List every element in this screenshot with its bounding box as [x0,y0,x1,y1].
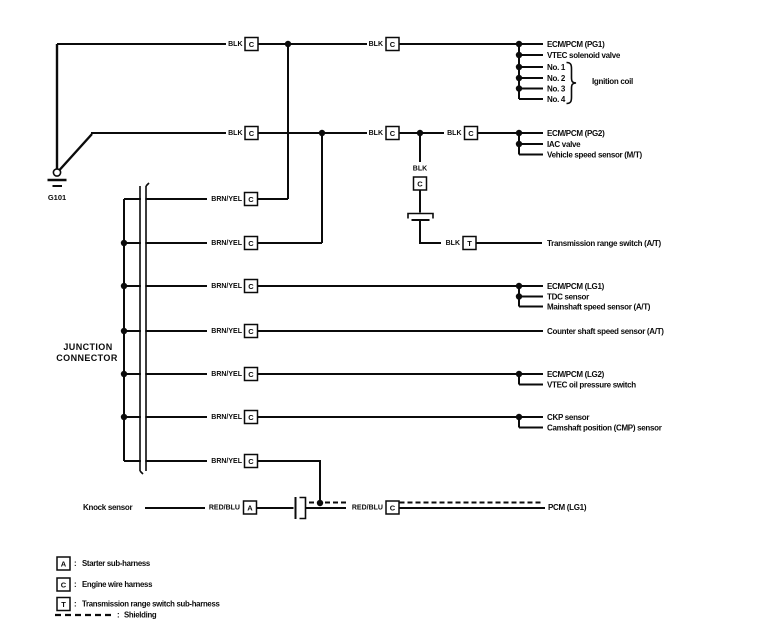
wire-color-label: BRN/YEL [211,458,242,465]
wire-ground-diagonal [60,134,93,170]
junction-connector-label-line2: CONNECTOR [56,353,118,363]
shield-ground-dot [317,500,323,506]
target-label: ECM/PCM (LG2) [547,370,604,379]
target-label: No. 2 [547,74,566,83]
ignition-coil-brace [567,63,577,104]
target-label: Camshaft position (CMP) sensor [547,423,662,433]
inline-connector-female [300,498,306,519]
junction-dot [516,141,522,147]
legend-separator: : [74,599,77,609]
target-label: ECM/PCM (LG1) [547,282,604,291]
target-label: No. 1 [547,63,566,72]
wire-color-label: BLK [447,130,462,137]
legend-code-letter: T [61,600,66,609]
target-label: Counter shaft speed sensor (A/T) [547,327,664,336]
wire-color-label: RED/BLU [208,504,240,512]
target-label: PCM (LG1) [548,503,587,512]
harness-code-letter: C [389,40,396,49]
wire-drop-to-shield [258,461,320,503]
target-label: ECM/PCM (PG1) [547,40,605,49]
ground-label: G101 [47,193,67,202]
junction-connector-tip-top [146,183,149,186]
junction-connector [56,183,149,474]
legend-item-label: Transmission range switch sub-harness [82,599,220,609]
harness-code-letter: C [248,129,255,138]
target-label: No. 3 [547,84,566,94]
target-label: VTEC solenoid valve [547,51,620,60]
target-label: Vehicle speed sensor (M/T) [547,150,642,160]
legend-separator: : [74,580,77,589]
legend-item-label: Starter sub-harness [82,559,150,568]
junction-dot [516,64,522,70]
wire-color-label: BLK [445,240,460,247]
target-label: Mainshaft speed sensor (A/T) [547,302,651,312]
legend-code-letter: C [60,580,67,590]
wire-color-label: BRN/YEL [211,196,242,203]
wire-color-label: BLK [228,41,243,48]
junction-dot [516,293,522,299]
junction-dot [516,414,522,420]
wire-color-label: BLK [368,130,383,137]
ground-terminal-circle [53,169,60,176]
wire-color-label: BRN/YEL [211,414,242,421]
wire-color-label: BLK [412,165,428,173]
target-label: ECM/PCM (PG2) [547,129,605,138]
legend-separator: : [74,559,77,568]
junction-dot [516,41,522,47]
harness-code-letter: T [467,239,472,248]
blk-row-pg2 [91,127,643,244]
legend-code-letter: A [60,559,67,569]
target-label: IAC valve [547,140,581,149]
wire-color-label: BRN/YEL [211,371,242,378]
wire-color-label: BLK [228,130,243,137]
junction-dot [516,52,522,58]
harness-code-letter: C [248,239,254,248]
blk-row-pg1 [57,38,633,200]
junction-connector-label-line1: JUNCTION [63,342,113,352]
wire-color-label: BLK [368,41,383,48]
wire-color-label: BRN/YEL [211,328,242,335]
target-label: CKP sensor [547,413,590,422]
target-label: Transmission range switch (A/T) [547,239,661,248]
harness-code-letter: C [468,129,474,138]
legend-item-label: Engine wire harness [82,580,153,589]
wire-color-label: BRN/YEL [211,283,242,290]
harness-code-letter: C [248,457,254,466]
target-label: TDC sensor [547,292,589,302]
harness-code-letter: C [417,179,423,189]
harness-code-letter: A [247,503,253,513]
trans-range-switch-branch [408,130,661,250]
wire-segment [420,221,441,243]
source-label: Knock sensor [83,503,133,512]
wire-color-label: RED/BLU [351,504,383,512]
inline-connector-female [408,214,433,219]
harness-code-letter: C [248,40,255,49]
junction-dot [516,371,522,377]
junction-dot [516,130,522,136]
harness-code-letter: C [389,503,396,513]
harness-code-letter: C [248,413,254,422]
wire-color-label: BRN/YEL [211,240,242,247]
target-label: No. 4 [547,95,566,104]
junction-dot [516,283,522,289]
knock-sensor-row [83,497,587,519]
legend-shielding-label: Shielding [124,610,157,620]
harness-code-letter: C [248,195,254,204]
junction-dot [516,85,522,91]
harness-code-letter: C [248,282,254,291]
junction-connector-body [141,186,145,471]
ground-symbol-group [48,44,93,202]
harness-code-letter: C [248,327,254,336]
legend-separator: : [117,610,120,620]
legend [55,557,220,620]
harness-code-letter: C [389,129,396,138]
junction-dot [516,75,522,81]
target-label: VTEC oil pressure switch [547,380,636,390]
harness-code-letter: C [248,370,254,379]
brace-group-label: Ignition coil [592,77,633,86]
junction-connector-tip-bottom [140,471,143,474]
